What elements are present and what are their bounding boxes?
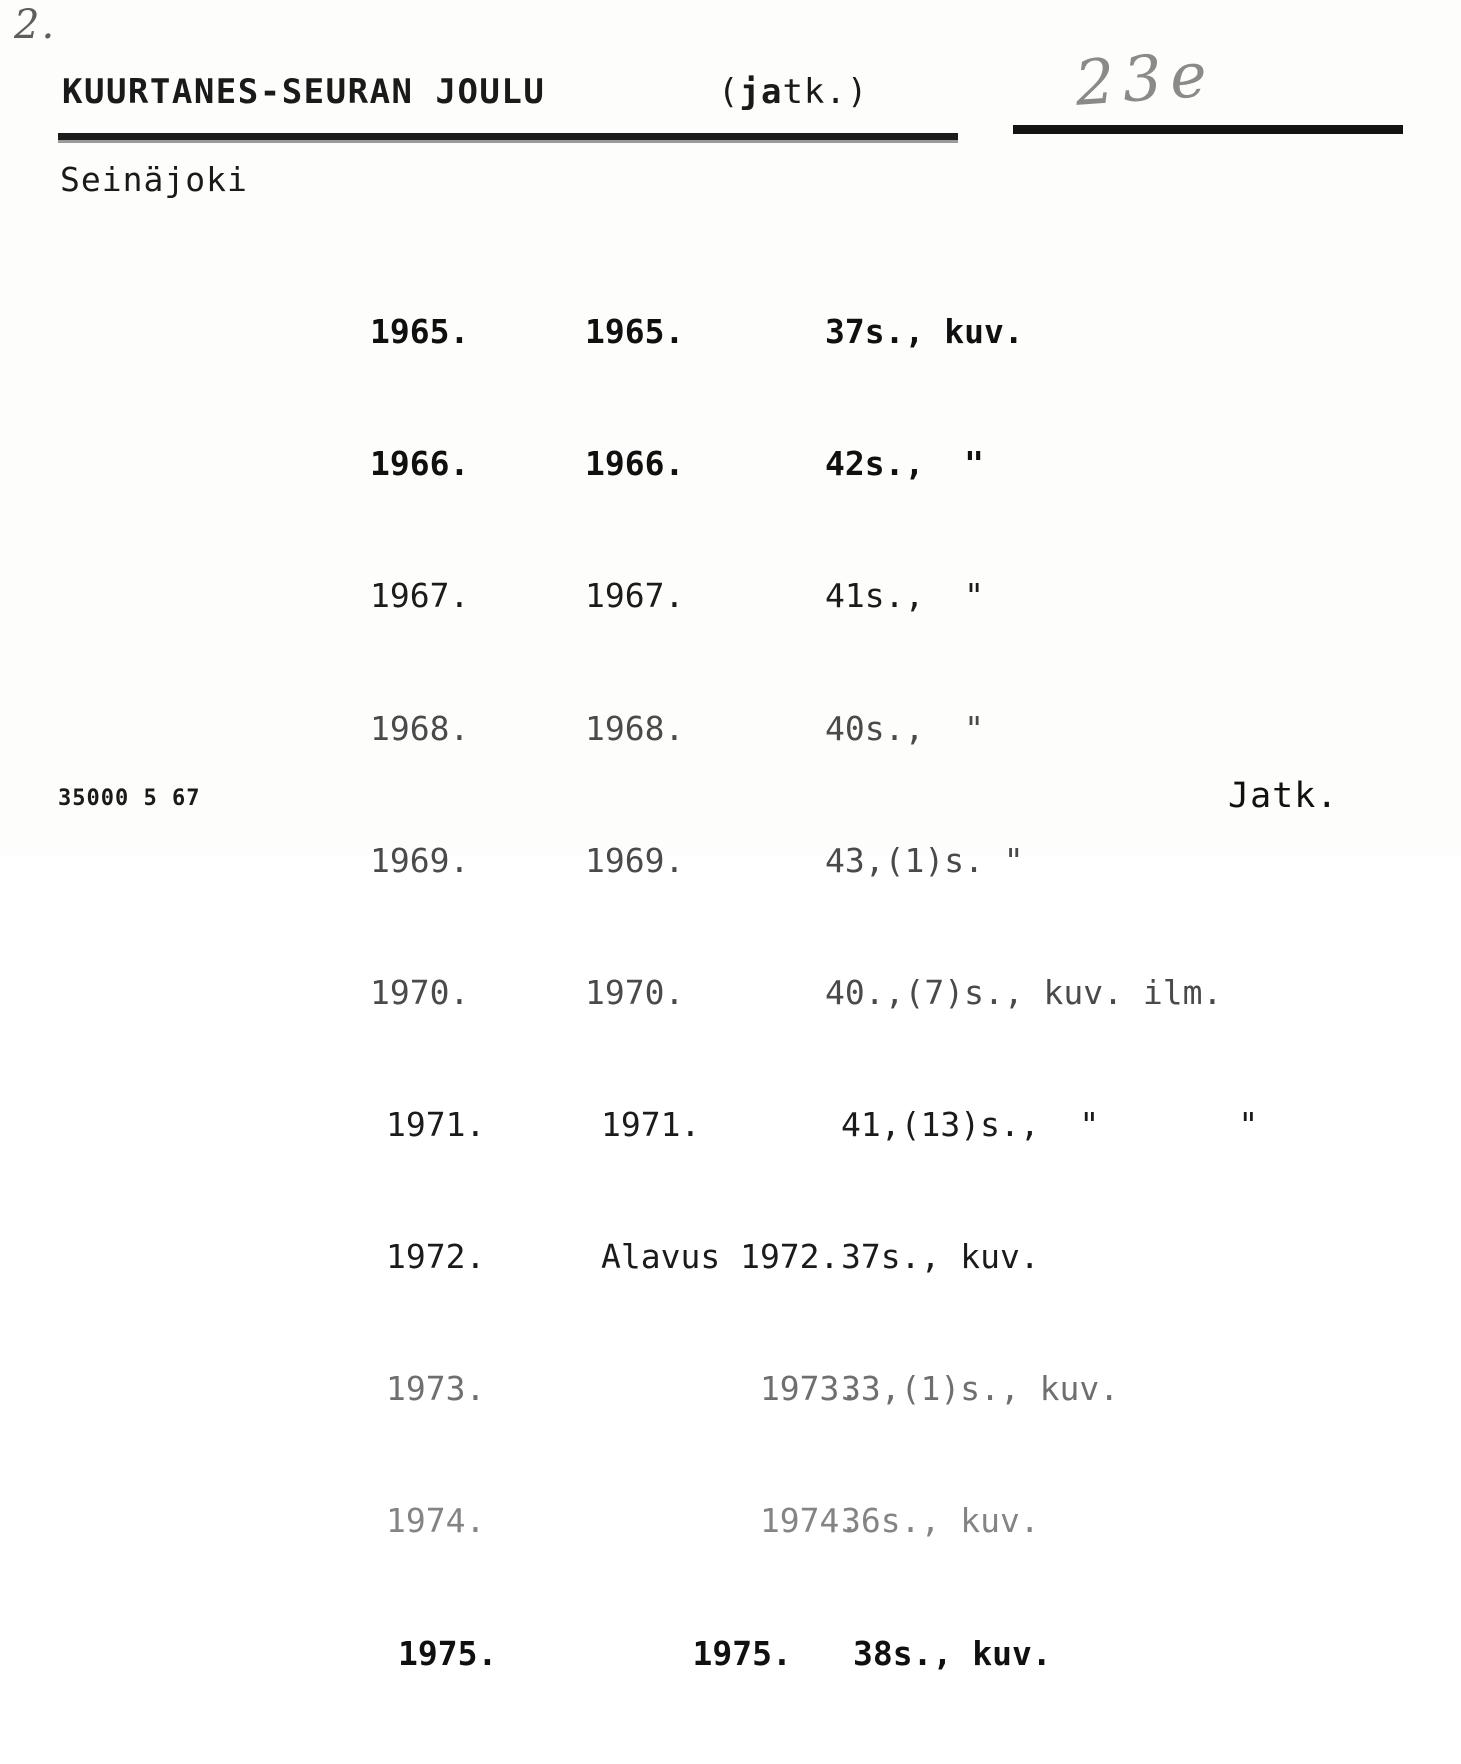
- issue-place-year: 1968.: [585, 708, 685, 748]
- list-item: [370, 1367, 1258, 1411]
- issue-detail: 41s., ": [825, 576, 984, 616]
- issue-detail: 37s., kuv.: [841, 1237, 1040, 1277]
- handwritten-shelf-mark: 23e: [1072, 37, 1217, 120]
- issue-place-year: 1971.: [601, 1104, 701, 1144]
- list-item: [370, 1235, 1258, 1279]
- jatk-rest: tk.): [782, 72, 869, 112]
- issue-year: 1973.: [386, 1369, 486, 1409]
- list-item: [370, 442, 1258, 486]
- issue-year: 1965.: [370, 312, 470, 352]
- paren-open: (: [718, 72, 740, 112]
- issue-place-year: 1973.: [601, 1369, 860, 1409]
- smudged-ja: ja: [739, 72, 783, 112]
- list-item: [370, 839, 1258, 883]
- issue-place-year: 1974.: [601, 1501, 860, 1541]
- card-title-continuation: [718, 72, 868, 112]
- issue-detail: 38s., kuv.: [853, 1633, 1052, 1673]
- list-item: [370, 1632, 1258, 1676]
- issue-detail: 33,(1)s., kuv.: [841, 1369, 1120, 1409]
- header-rule-right: [1013, 125, 1403, 134]
- publication-place: Seinäjoki: [60, 160, 248, 199]
- issue-place-year: 1969.: [585, 840, 685, 880]
- issue-year: 1975.: [398, 1633, 498, 1673]
- continuation-note: Jatk.: [1228, 776, 1339, 816]
- issue-year: 1969.: [370, 840, 470, 880]
- handwritten-corner-number: 2.: [14, 2, 57, 48]
- issue-list: [370, 222, 1258, 1764]
- issue-detail: 41,(13)s., " ": [841, 1104, 1259, 1144]
- issue-place-year: 1975.: [613, 1633, 792, 1673]
- list-item: [370, 1499, 1258, 1543]
- card-title: [62, 72, 545, 112]
- list-item: [370, 310, 1258, 354]
- list-item: [370, 707, 1258, 751]
- issue-year: 1966.: [370, 444, 470, 484]
- issue-year: 1968.: [370, 708, 470, 748]
- issue-place-year: 1966.: [585, 444, 685, 484]
- list-item: [370, 574, 1258, 618]
- printing-code: 35000 5 67: [58, 786, 201, 811]
- issue-year: 1971.: [386, 1104, 486, 1144]
- header-rule-left-shadow: [58, 140, 958, 143]
- list-item: [370, 1103, 1258, 1147]
- issue-year: 1970.: [370, 972, 470, 1012]
- issue-place-year: 1967.: [585, 576, 685, 616]
- issue-place-year: 1965.: [585, 312, 685, 352]
- issue-year: 1972.: [386, 1237, 486, 1277]
- issue-year: 1967.: [370, 576, 470, 616]
- issue-detail: 42s., ": [825, 444, 984, 484]
- issue-detail: 43,(1)s. ": [825, 840, 1024, 880]
- issue-year: 1974.: [386, 1501, 486, 1541]
- issue-detail: 37s., kuv.: [825, 312, 1024, 352]
- header-rule-left: [58, 133, 958, 140]
- issue-detail: 40.,(7)s., kuv. ilm.: [825, 972, 1223, 1012]
- issue-detail: 40s., ": [825, 708, 984, 748]
- issue-place-year: 1970.: [585, 972, 685, 1012]
- list-item: [370, 971, 1258, 1015]
- issue-detail: 36s., kuv.: [841, 1501, 1040, 1541]
- issue-place-year: Alavus 1972.: [601, 1237, 840, 1277]
- card-title-text: KUURTANES-SEURAN JOULU: [62, 72, 546, 112]
